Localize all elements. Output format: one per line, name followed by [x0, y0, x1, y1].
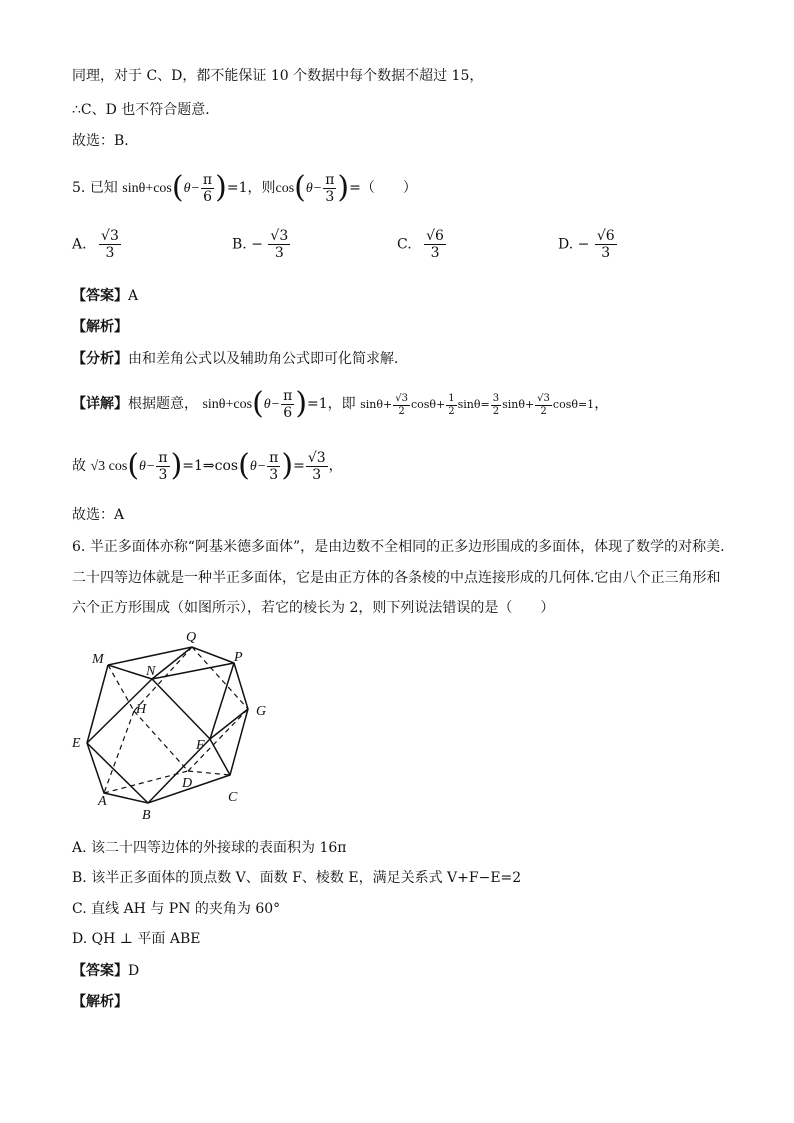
- paren: (: [294, 170, 306, 205]
- option-a[interactable]: A. 该二十四等边体的外接球的表面积为 16π: [72, 840, 347, 856]
- denominator: 3: [601, 245, 611, 261]
- math-expr: sinθ+cos: [122, 181, 172, 196]
- math-expr: θ−: [139, 459, 156, 474]
- vertex-label: M: [92, 652, 104, 667]
- paren: (: [252, 386, 264, 421]
- answer-line: [72, 961, 139, 981]
- analysis-tag: 【解析】: [72, 319, 128, 335]
- sign: −: [577, 236, 590, 253]
- question-6-stem-cont: 六个正方形围成（如图所示），若它的棱长为 2，则下列说法错误的是（ ）: [72, 600, 555, 616]
- numerator: √3: [307, 449, 326, 466]
- math-expr: =1⇒cos: [182, 458, 239, 474]
- outline: [87, 647, 248, 803]
- paren: ): [337, 170, 350, 205]
- numerator: π: [283, 387, 293, 404]
- option-c[interactable]: C. 直线 AH 与 PN 的夹角为 60°: [72, 901, 281, 917]
- analysis-line: [72, 317, 128, 337]
- paren: ): [295, 386, 308, 421]
- answer-line: [72, 286, 138, 306]
- text-line: 同理，对于 C、D，都不能保证 10 个数据中每个数据不超过 15，: [72, 68, 484, 84]
- hidden-edge: [104, 771, 188, 793]
- vertex-label: G: [256, 704, 267, 719]
- vertex-label: P: [234, 650, 243, 665]
- denominator: 3: [325, 188, 335, 205]
- vertex-label: D: [182, 776, 193, 791]
- question-number: 6.: [72, 539, 86, 555]
- option-d[interactable]: D. QH ⊥ 平面 ABE: [72, 931, 201, 947]
- fenxi-line: [72, 349, 408, 369]
- math-expr: θ−: [305, 181, 323, 196]
- fraction: [268, 228, 290, 261]
- vertex-label: C: [228, 790, 238, 805]
- edge: [87, 743, 148, 803]
- denominator: 3: [430, 245, 440, 261]
- math-expr: θ−: [263, 397, 281, 412]
- numerator: π: [325, 171, 335, 188]
- answer-value: D: [128, 963, 140, 979]
- edge: [210, 663, 234, 739]
- analysis-tag: 【解析】: [72, 994, 128, 1010]
- text-line: ∴C、D 也不符合题意．: [72, 102, 220, 118]
- answer-value: A: [128, 288, 139, 304]
- answer-tag: 【答案】: [72, 963, 128, 979]
- analysis-line: [72, 992, 128, 1012]
- denominator: 3: [312, 466, 322, 483]
- hidden-edges: [104, 647, 248, 793]
- text-line: 故选：B．: [72, 133, 139, 149]
- numerator: √6: [596, 228, 615, 244]
- denominator: 3: [158, 466, 168, 483]
- math-expr: θ−: [183, 181, 200, 196]
- stem-text: 半正多面体亦称“阿基米德多面体”，是由边数不全相同的正多边形围成的多面体，体现了数学的对称美.: [89, 539, 725, 555]
- numerator: √6: [426, 228, 444, 244]
- fraction: [306, 450, 328, 483]
- edge: [152, 679, 210, 739]
- question-5-stem: [72, 168, 417, 209]
- fraction: [595, 228, 617, 261]
- xiangjie-text: ，即: [327, 396, 356, 412]
- chosen-line: 故选：A: [72, 507, 125, 523]
- numerator: π: [158, 449, 168, 466]
- option-letter: D.: [558, 236, 574, 253]
- derivation-prefix: 故: [72, 458, 86, 474]
- denominator: 3: [274, 245, 284, 261]
- math-expr: ，: [328, 458, 343, 474]
- math-expr: √3 cos: [90, 459, 128, 474]
- paren: ): [215, 170, 227, 205]
- xiangjie-line: [72, 384, 608, 425]
- option-letter: C.: [397, 236, 412, 253]
- vertex-label: B: [142, 808, 151, 823]
- hidden-edge: [104, 711, 134, 793]
- paren: ): [281, 448, 294, 483]
- math-expr: =: [293, 458, 305, 474]
- fraction: [424, 228, 446, 261]
- paren: ): [170, 448, 183, 483]
- numerator: √3: [270, 228, 289, 244]
- radicand: 3: [109, 228, 119, 244]
- math-expr: sinθ+cos: [202, 397, 253, 412]
- derivation-line: [72, 446, 343, 487]
- question-6-stem: [72, 537, 725, 557]
- option-d[interactable]: [558, 228, 618, 261]
- vertex-label: E: [72, 736, 81, 751]
- fraction: [99, 228, 121, 261]
- option-letter: B.: [232, 236, 247, 253]
- edge: [210, 709, 248, 739]
- math-expr: =1，则: [226, 180, 276, 196]
- option-c[interactable]: [397, 228, 447, 261]
- denominator: 3: [269, 466, 279, 483]
- radicand: 6: [435, 228, 444, 244]
- fraction: [201, 172, 214, 205]
- paren: (: [238, 448, 250, 483]
- paren: (: [127, 448, 140, 483]
- hidden-edge: [188, 771, 230, 775]
- stem-prefix: 已知: [89, 180, 118, 196]
- math-expr: =（ ）: [349, 180, 417, 196]
- fenxi-text: 由和差角公式以及辅助角公式即可化简求解．: [128, 351, 408, 367]
- sign: −: [251, 236, 263, 253]
- fraction: [281, 388, 294, 421]
- answer-tag: 【答案】: [72, 288, 128, 304]
- numerator: π: [269, 449, 279, 466]
- fraction: [267, 450, 280, 483]
- math-expr: sinθ+ $\frac{√3}{2}$ cosθ+ $\frac{1}{2}$ sinθ= $\frac{3}{2}$ sinθ+ $\frac{√3}{2}$ cosθ=1: [360, 392, 595, 417]
- xiangjie-tag: 【详解】: [72, 396, 128, 412]
- vertex-label: H: [136, 702, 147, 717]
- solid-edges: [87, 647, 248, 803]
- option-b[interactable]: [232, 228, 291, 261]
- question-number: 5.: [72, 180, 86, 196]
- denominator: 6: [203, 188, 212, 205]
- numerator: π: [202, 171, 213, 188]
- vertex-label: A: [98, 794, 107, 809]
- vertex-label: Q: [186, 630, 197, 645]
- math-expr: θ−: [249, 459, 267, 474]
- fenxi-tag: 【分析】: [72, 351, 128, 367]
- radicand: 3: [279, 228, 289, 244]
- denominator: 3: [105, 245, 115, 261]
- edge: [152, 663, 234, 679]
- xiangjie-text: 根据题意，: [128, 396, 198, 412]
- option-letter: A.: [72, 236, 87, 253]
- denominator: 6: [283, 404, 293, 421]
- option-a[interactable]: [72, 228, 122, 261]
- xiangjie-text: ，: [594, 396, 609, 412]
- vertex-label: N: [146, 664, 156, 679]
- polyhedron-figure: [62, 625, 282, 825]
- radicand: 6: [605, 228, 615, 244]
- numerator: √3: [101, 228, 119, 244]
- hidden-edge: [134, 711, 188, 771]
- fraction: [323, 172, 336, 205]
- question-6-stem-cont: 二十四等边体就是一种半正多面体，它是由正方体的各条棱的中点连接形成的几何体.它由八个正三角形和: [72, 570, 721, 586]
- math-expr: =1: [307, 396, 328, 412]
- math-expr: cos: [275, 181, 295, 196]
- fraction: [156, 450, 169, 483]
- option-b[interactable]: B. 该半正多面体的顶点数 V、面数 F、棱数 E，满足关系式 V+F−E=2: [72, 870, 522, 886]
- vertex-label: F: [196, 738, 205, 753]
- paren: (: [171, 170, 184, 205]
